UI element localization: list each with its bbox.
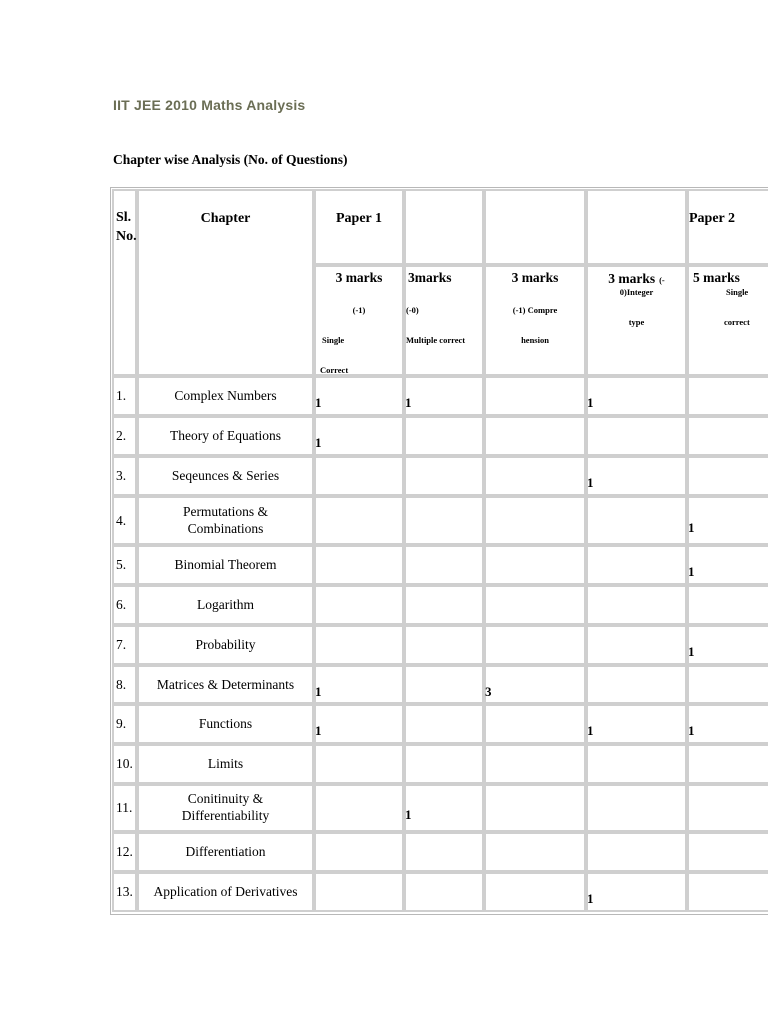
chapter-name: Seqeunces & Series	[171, 468, 280, 483]
chapter-cell	[137, 456, 314, 496]
count-cell	[586, 744, 687, 784]
chapter-cell	[137, 625, 314, 665]
table-caption: Chapter wise Analysis (No. of Questions)	[113, 152, 348, 167]
sl-no-cell	[112, 496, 137, 545]
question-count: 3	[485, 684, 492, 699]
header-cell-blank-3	[484, 189, 586, 265]
question-count: 1	[587, 891, 594, 906]
count-cell	[314, 744, 404, 784]
header-cell-paper1	[314, 189, 404, 265]
subheader-4-marks: 3 marks	[608, 271, 656, 286]
chapter-cell	[137, 416, 314, 456]
sl-no-cell	[112, 832, 137, 872]
question-count: 1	[315, 435, 322, 450]
count-cell	[484, 496, 586, 545]
chapter-cell	[137, 545, 314, 585]
chapter-cell	[137, 665, 314, 704]
sl-no-cell	[112, 585, 137, 625]
sl-no-text: 7.	[116, 637, 127, 652]
count-cell	[586, 585, 687, 625]
count-cell	[687, 704, 768, 744]
count-cell	[314, 625, 404, 665]
count-cell	[586, 872, 687, 912]
count-cell	[687, 832, 768, 872]
chapter-name: Conitinuity &	[187, 791, 264, 806]
count-cell	[404, 376, 484, 416]
count-cell	[586, 665, 687, 704]
question-count: 1	[587, 723, 594, 738]
header-cell-blank-2	[404, 189, 484, 265]
question-count: 1	[315, 684, 322, 699]
subheader-5-note-a: Single	[726, 287, 749, 297]
subheader-3-note-a: (-1) Compre	[512, 305, 558, 315]
header-paper2: Paper 2	[689, 211, 736, 226]
header-cell-chapter	[137, 189, 314, 376]
count-cell	[586, 784, 687, 832]
count-cell	[314, 456, 404, 496]
count-cell	[586, 456, 687, 496]
count-cell	[314, 496, 404, 545]
sl-no-text: 5.	[116, 557, 127, 572]
sl-no-cell	[112, 704, 137, 744]
sl-no-cell	[112, 665, 137, 704]
count-cell	[314, 665, 404, 704]
count-cell	[484, 585, 586, 625]
count-cell	[404, 456, 484, 496]
chapter-name: Binomial Theorem	[174, 557, 277, 572]
subheader-4-marks-suffix: (-	[659, 275, 665, 285]
count-cell	[687, 872, 768, 912]
subheader-4-marks-line	[588, 270, 685, 288]
header-cell-slno	[112, 189, 137, 376]
count-cell	[314, 545, 404, 585]
sl-no-text: 6.	[116, 597, 127, 612]
count-cell	[484, 832, 586, 872]
header-chapter: Chapter	[200, 211, 251, 226]
count-cell	[586, 416, 687, 456]
count-cell	[687, 744, 768, 784]
subheader-4-note-a: 0)Integer	[619, 287, 654, 297]
question-count: 1	[688, 520, 695, 535]
question-count: 1	[688, 723, 695, 738]
count-cell	[484, 416, 586, 456]
count-cell	[404, 496, 484, 545]
sl-no-text: 12.	[116, 844, 133, 859]
count-cell	[687, 545, 768, 585]
header-cell-paper2	[687, 189, 768, 265]
count-cell	[687, 456, 768, 496]
page-title: IIT JEE 2010 Maths Analysis	[113, 97, 306, 113]
subheader-5-note-b: correct	[724, 317, 750, 327]
subheader-2-note-a: (-0)	[406, 305, 419, 315]
count-cell	[314, 832, 404, 872]
count-cell	[687, 496, 768, 545]
question-count: 1	[688, 564, 695, 579]
count-cell	[314, 872, 404, 912]
sl-no-cell	[112, 545, 137, 585]
count-cell	[404, 704, 484, 744]
count-cell	[404, 872, 484, 912]
count-cell	[404, 585, 484, 625]
subheader-4-note-b: type	[628, 317, 645, 327]
count-cell	[484, 545, 586, 585]
sl-no-text: 1.	[116, 388, 127, 403]
count-cell	[687, 665, 768, 704]
chapter-name: Logarithm	[197, 597, 254, 612]
sl-no-cell	[112, 744, 137, 784]
header-slno-line1: Sl.	[116, 210, 132, 225]
sl-no-cell	[112, 784, 137, 832]
subheader-3-marks: 3 marks	[511, 270, 559, 285]
count-cell	[484, 376, 586, 416]
header-slno-line2: No.	[116, 229, 137, 244]
chapter-cell	[137, 704, 314, 744]
question-count: 1	[315, 723, 322, 738]
subheader-1-note-c: Correct	[320, 365, 349, 375]
count-cell	[484, 665, 586, 704]
question-count: 1	[587, 475, 594, 490]
count-cell	[404, 784, 484, 832]
subheader-cell-2	[404, 265, 484, 376]
question-count: 1	[587, 395, 594, 410]
chapter-cell	[137, 376, 314, 416]
subheader-2-note-b: Multiple correct	[406, 335, 466, 345]
count-cell	[404, 625, 484, 665]
sl-no-cell	[112, 416, 137, 456]
count-cell	[586, 625, 687, 665]
count-cell	[586, 376, 687, 416]
count-cell	[586, 704, 687, 744]
chapter-cell	[137, 832, 314, 872]
count-cell	[314, 784, 404, 832]
count-cell	[484, 872, 586, 912]
chapter-name: Permutations &	[182, 504, 269, 519]
chapter-name: Application of Derivatives	[153, 884, 298, 899]
count-cell	[404, 744, 484, 784]
count-cell	[484, 744, 586, 784]
question-count: 1	[405, 395, 412, 410]
header-paper1: Paper 1	[335, 211, 382, 226]
chapter-cell	[137, 744, 314, 784]
sl-no-cell	[112, 376, 137, 416]
count-cell	[314, 704, 404, 744]
sl-no-text: 9.	[116, 716, 127, 731]
sl-no-text: 4.	[116, 513, 127, 528]
chapter-name: Theory of Equations	[170, 428, 281, 443]
header-cell-blank-4	[586, 189, 687, 265]
count-cell	[687, 625, 768, 665]
subheader-1-note-b: Single	[322, 335, 345, 345]
chapter-name: Complex Numbers	[174, 388, 277, 403]
count-cell	[484, 456, 586, 496]
sl-no-cell	[112, 625, 137, 665]
chapter-name-line2: Combinations	[187, 521, 264, 536]
count-cell	[314, 416, 404, 456]
sl-no-text: 3.	[116, 468, 127, 483]
sl-no-text: 13.	[116, 884, 133, 899]
count-cell	[586, 545, 687, 585]
chapter-name: Limits	[207, 756, 244, 771]
sl-no-text: 2.	[116, 428, 127, 443]
subheader-1-note-a: (-1)	[352, 305, 366, 315]
count-cell	[484, 625, 586, 665]
question-count: 1	[315, 395, 322, 410]
subheader-1-marks: 3 marks	[335, 270, 383, 285]
chapter-cell	[137, 872, 314, 912]
count-cell	[687, 585, 768, 625]
question-count: 1	[688, 644, 695, 659]
subheader-cell-1	[314, 265, 404, 376]
chapter-cell	[137, 585, 314, 625]
count-cell	[687, 376, 768, 416]
subheader-cell-4	[586, 265, 687, 376]
subheader-3-note-b: hension	[521, 335, 549, 345]
subheader-cell-3	[484, 265, 586, 376]
sl-no-text: 8.	[116, 677, 127, 692]
count-cell	[404, 416, 484, 456]
chapter-name: Matrices & Determinants	[156, 677, 295, 692]
count-cell	[586, 832, 687, 872]
chapter-name: Functions	[198, 716, 253, 731]
chapter-name: Probability	[195, 637, 256, 652]
count-cell	[404, 545, 484, 585]
sl-no-cell	[112, 456, 137, 496]
chapter-name-line2: Differentiability	[181, 808, 270, 823]
count-cell	[404, 832, 484, 872]
chapter-cell	[137, 784, 314, 832]
subheader-2-marks: 3marks	[408, 270, 452, 285]
subheader-cell-5	[687, 265, 768, 376]
chapter-cell	[137, 496, 314, 545]
sl-no-text: 10.	[116, 756, 133, 771]
count-cell	[484, 784, 586, 832]
sl-no-cell	[112, 872, 137, 912]
question-count: 1	[405, 807, 412, 822]
count-cell	[586, 496, 687, 545]
count-cell	[687, 784, 768, 832]
count-cell	[404, 665, 484, 704]
count-cell	[314, 585, 404, 625]
sl-no-text: 11.	[116, 800, 133, 815]
chapter-name: Differentiation	[185, 844, 266, 859]
count-cell	[314, 376, 404, 416]
count-cell	[484, 704, 586, 744]
count-cell	[687, 416, 768, 456]
subheader-5-marks: 5 marks	[693, 270, 740, 285]
